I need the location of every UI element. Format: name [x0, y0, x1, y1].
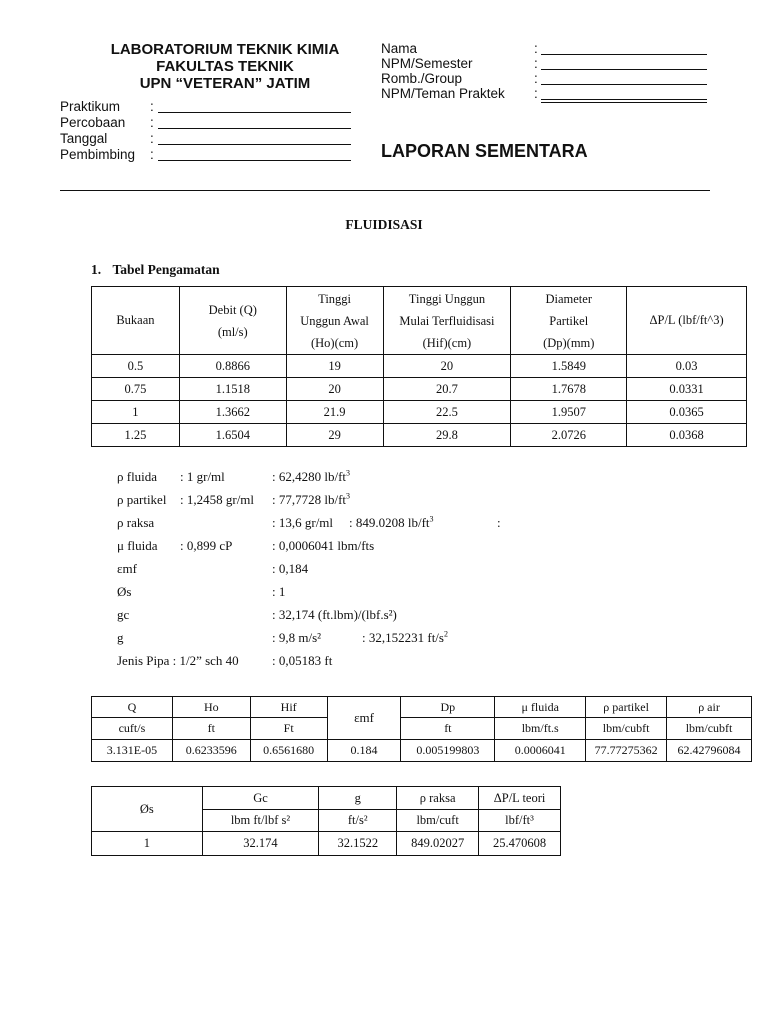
cell: 849.02027 — [397, 832, 479, 856]
field-line — [541, 86, 707, 100]
unit: lbm/cubft — [667, 718, 752, 740]
cell: 2.0726 — [511, 424, 627, 447]
cell: 0.0368 — [627, 424, 747, 447]
cell: 19 — [286, 355, 383, 378]
section-title: Tabel Pengamatan — [112, 262, 220, 277]
table-header-row — [92, 697, 752, 718]
lab-line-1: LABORATORIUM TEKNIK KIMIA — [110, 41, 340, 58]
cell: 29.8 — [383, 424, 511, 447]
lab-line-3: UPN “VETERAN” JATIM — [139, 75, 311, 92]
table-unit-row — [92, 718, 752, 740]
field-npm-semester: NPM/Semester : — [381, 56, 711, 71]
cell: 0.0006041 — [495, 740, 586, 762]
cell: 1.5849 — [511, 355, 627, 378]
table-header-row — [92, 787, 561, 810]
header-emf: ɛmf — [327, 697, 401, 740]
header-ho: Ho — [172, 697, 250, 718]
field-nama: Nama : — [381, 41, 711, 56]
cell: 0.184 — [327, 740, 401, 762]
cell: 1.1518 — [179, 378, 286, 401]
cell: 0.8866 — [179, 355, 286, 378]
right-fields — [381, 41, 711, 117]
report-title: LAPORAN SEMENTARA — [381, 141, 588, 161]
left-fields — [60, 99, 355, 163]
field-label: NPM/Semester — [381, 56, 473, 71]
cell: 0.005199803 — [401, 740, 495, 762]
header-rho-raksa: ρ raksa — [397, 787, 479, 810]
header-hif: Hif — [250, 697, 327, 718]
lab-name-block — [80, 41, 370, 92]
cell: 0.5 — [92, 355, 180, 378]
cell: 0.6561680 — [250, 740, 327, 762]
header-divider — [60, 190, 710, 191]
field-label: Praktikum — [60, 99, 121, 114]
header-dp: Dp — [401, 697, 495, 718]
section-number: 1. — [91, 262, 102, 277]
cell: 1.3662 — [179, 401, 286, 424]
unit: cuft/s — [92, 718, 173, 740]
lab-line-2: FAKULTAS TEKNIK — [156, 58, 294, 75]
table-row — [92, 424, 747, 447]
prop-pipa: Jenis Pipa : 1/2” sch 40 : 0,05183 ft — [117, 653, 333, 668]
unit: lbm/cubft — [586, 718, 667, 740]
header-dpl-teori: ΔP/L teori — [479, 787, 561, 810]
unit: lbm/cuft — [397, 810, 479, 832]
unit: ft — [401, 718, 495, 740]
field-line — [541, 41, 707, 55]
cell: 1.9507 — [511, 401, 627, 424]
properties-list — [117, 465, 737, 672]
cell: 0.0331 — [627, 378, 747, 401]
parameter-table — [91, 696, 752, 762]
theory-table — [91, 786, 561, 856]
table-row — [92, 740, 752, 762]
cell: 32.174 — [202, 832, 319, 856]
cell: 20 — [383, 355, 511, 378]
cell: 29 — [286, 424, 383, 447]
field-line — [158, 115, 351, 129]
cell: 0.6233596 — [172, 740, 250, 762]
cell: 20 — [286, 378, 383, 401]
field-npm-teman: NPM/Teman Praktek : — [381, 86, 711, 101]
table-row — [92, 378, 747, 401]
cell: 1 — [92, 401, 180, 424]
header-debit: Debit (Q) (ml/s) — [179, 287, 286, 355]
cell: 0.03 — [627, 355, 747, 378]
header-q: Q — [92, 697, 173, 718]
unit: lbf/ft³ — [479, 810, 561, 832]
cell: 0.75 — [92, 378, 180, 401]
prop-phis: Øs : 1 — [117, 584, 286, 599]
field-tanggal: Tanggal : — [60, 131, 355, 147]
cell: 1.6504 — [179, 424, 286, 447]
prop-mu-fluida: μ fluida : 0,899 cP : 0,0006041 lbm/fts — [117, 538, 375, 553]
table-row — [92, 355, 747, 378]
header-gc: Gc — [202, 787, 319, 810]
field-percobaan: Percobaan : — [60, 115, 355, 131]
prop-emf: ɛmf : 0,184 — [117, 561, 309, 576]
cell: 20.7 — [383, 378, 511, 401]
unit: ft/s² — [319, 810, 397, 832]
header-hif: Tinggi Unggun Mulai Terfluidisasi (Hif)(cm) — [383, 287, 511, 355]
cell: 3.131E-05 — [92, 740, 173, 762]
field-extra-line-row — [381, 101, 711, 117]
observation-table — [91, 286, 747, 447]
header-phis: Øs — [92, 787, 203, 832]
cell: 21.9 — [286, 401, 383, 424]
cell: 0.0365 — [627, 401, 747, 424]
field-label: Percobaan — [60, 115, 126, 130]
doc-title: FLUIDISASI — [345, 217, 423, 232]
prop-rho-partikel: ρ partikel : 1,2458 gr/ml : 77,7728 $lb/ft^3$ — [117, 491, 351, 507]
unit: lbm/ft.s — [495, 718, 586, 740]
cell: 32.1522 — [319, 832, 397, 856]
prop-gc: gc : 32,174 (ft.lbm)/(lbf.s²) — [117, 607, 397, 622]
header-mu: μ fluida — [495, 697, 586, 718]
field-romb-group: Romb./Group : — [381, 71, 711, 86]
header-bukaan: Bukaan — [92, 287, 180, 355]
header-g: g — [319, 787, 397, 810]
unit: ft — [172, 718, 250, 740]
table-header-row — [92, 287, 747, 355]
field-label: Nama — [381, 41, 418, 56]
field-line — [541, 56, 707, 70]
header-dp: Diameter Partikel (Dp)(mm) — [511, 287, 627, 355]
table-row — [92, 401, 747, 424]
field-praktikum: Praktikum : — [60, 99, 355, 115]
field-line — [158, 147, 351, 161]
cell: 25.470608 — [479, 832, 561, 856]
unit: lbm ft/lbf s² — [202, 810, 319, 832]
cell: 62.42796084 — [667, 740, 752, 762]
field-line — [541, 101, 707, 103]
field-line — [158, 131, 351, 145]
header-ho: Tinggi Unggun Awal (Ho)(cm) — [286, 287, 383, 355]
field-label: Tanggal — [60, 131, 108, 146]
header-rho-air: ρ air — [667, 697, 752, 718]
cell: 1.25 — [92, 424, 180, 447]
section-1-heading — [91, 262, 220, 278]
header-dpl: ΔP/L (lbf/ft^3) — [627, 287, 747, 355]
cell: 22.5 — [383, 401, 511, 424]
prop-g: g : 9,8 m/s² : 32,152231 $ft/s^2$ — [117, 629, 448, 645]
prop-rho-fluida: ρ fluida : 1 gr/ml : 62,4280 $lb/ft^3$ — [117, 468, 351, 484]
cell: 77.77275362 — [586, 740, 667, 762]
cell: 1 — [92, 832, 203, 856]
cell: 1.7678 — [511, 378, 627, 401]
unit: Ft — [250, 718, 327, 740]
header-rho-partikel: ρ partikel — [586, 697, 667, 718]
field-label: NPM/Teman Praktek — [381, 86, 505, 101]
field-line — [158, 99, 351, 113]
table-row — [92, 832, 561, 856]
prop-rho-raksa: ρ raksa : 13,6 gr/ml : 849.0208 $lb/ft^3$ : — [117, 514, 501, 530]
field-line — [541, 71, 707, 85]
field-pembimbing: Pembimbing : — [60, 147, 355, 163]
field-label: Romb./Group — [381, 71, 463, 86]
field-label: Pembimbing — [60, 147, 136, 162]
